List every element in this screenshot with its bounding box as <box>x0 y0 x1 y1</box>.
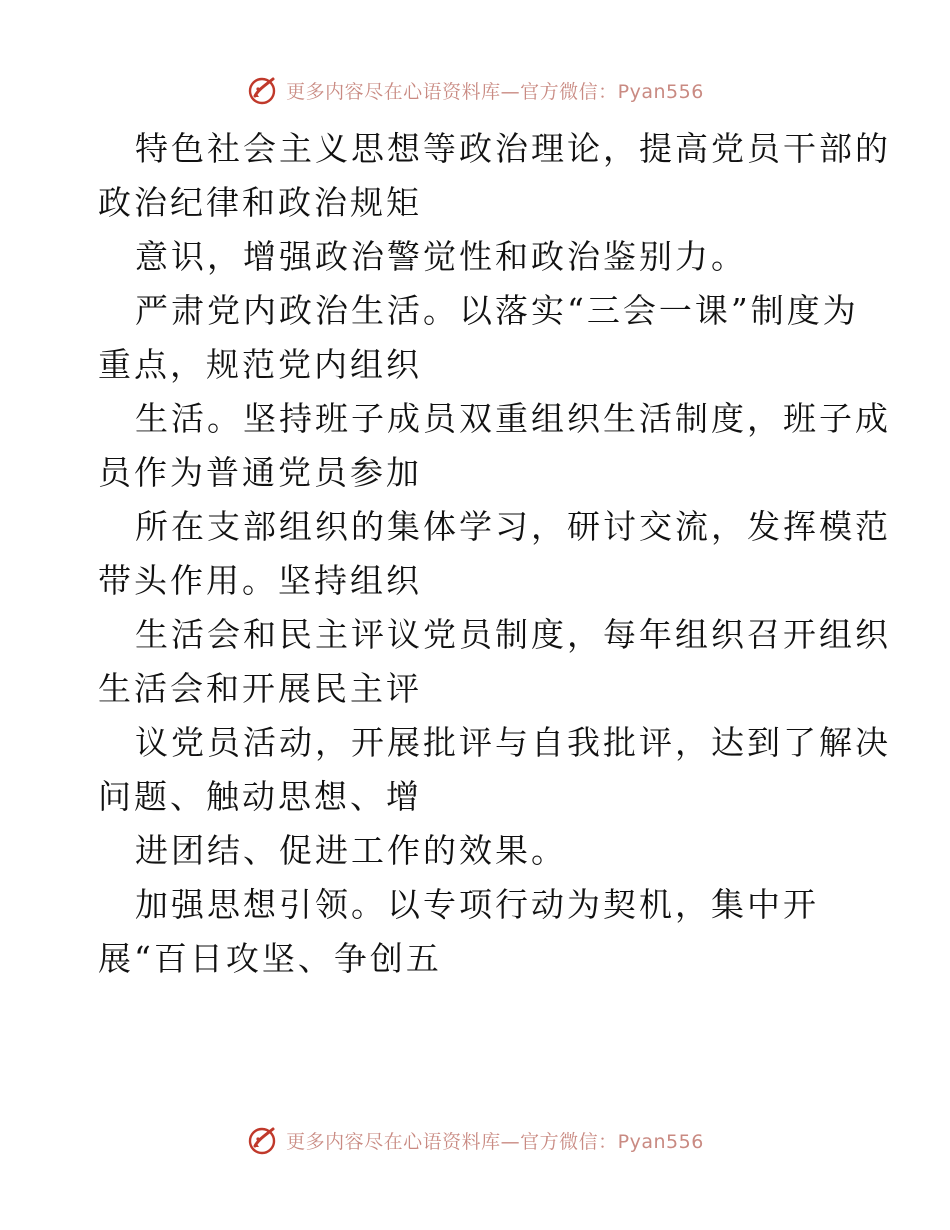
body-line: 加强思想引领。以专项行动为契机，集中开 <box>135 885 819 924</box>
body-line: 政治纪律和政治规矩 <box>98 183 422 222</box>
body-line: 所在支部组织的集体学习，研讨交流，发挥模范 <box>135 507 891 546</box>
body-line: 议党员活动，开展批评与自我批评，达到了解决 <box>135 723 891 762</box>
body-line: 进团结、促进工作的效果。 <box>135 831 567 870</box>
brush-pen-logo-icon <box>246 1124 278 1156</box>
document-body <box>98 122 891 986</box>
body-line: 严肃党内政治生活。以落实“三会一课”制度为 <box>135 291 859 330</box>
body-line: 特色社会主义思想等政治理论，提高党员干部的 <box>135 129 891 168</box>
watermark-text: 更多内容尽在心语资料库—官方微信：Pyan556 <box>286 1130 704 1153</box>
body-line: 带头作用。坚持组织 <box>98 561 422 600</box>
body-line: 重点，规范党内组织 <box>98 345 422 384</box>
body-line: 展“百日攻坚、争创五 <box>98 939 442 978</box>
header-watermark <box>0 70 950 110</box>
brush-pen-logo-icon <box>246 74 278 106</box>
body-line: 生活会和开展民主评 <box>98 669 422 708</box>
body-line: 生活。坚持班子成员双重组织生活制度，班子成 <box>135 399 891 438</box>
body-line: 员作为普通党员参加 <box>98 453 422 492</box>
watermark-text: 更多内容尽在心语资料库—官方微信：Pyan556 <box>286 80 704 103</box>
body-line: 意识，增强政治警觉性和政治鉴别力。 <box>135 237 747 276</box>
body-line: 生活会和民主评议党员制度，每年组织召开组织 <box>135 615 891 654</box>
footer-watermark <box>0 1120 950 1160</box>
body-line: 问题、触动思想、增 <box>98 777 422 816</box>
